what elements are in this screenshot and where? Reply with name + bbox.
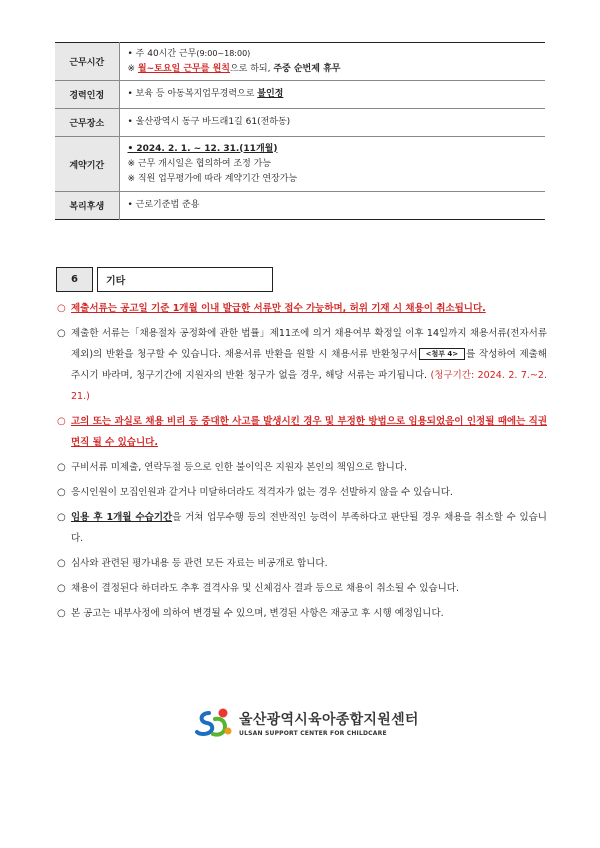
note-item: ○ 심사와 관련된 평가내용 등 관련 모든 자료는 비공개로 합니다. (57, 553, 547, 574)
center-logo-icon (195, 707, 233, 739)
center-logo (195, 707, 419, 739)
row-location (55, 109, 545, 137)
circle-bullet-icon: ○ (57, 512, 66, 523)
attachment-tag: <첨부 4> (419, 348, 466, 360)
note-item: ○ 구비서류 미제출, 연락두절 등으로 인한 불이익은 지원자 본인의 책임으로 합니다. (57, 457, 547, 478)
circle-bullet-icon: ○ (57, 303, 66, 314)
row-value: • 보육 등 아동복지업무경력으로 불인정 (119, 81, 545, 109)
circle-bullet-icon: ○ (57, 462, 66, 473)
conditions-table (55, 42, 545, 220)
row-value: • 울산광역시 동구 바드래1길 61(전하동) (119, 109, 545, 137)
claim-period: (청구기간: 2024. 2. 7.~2. 21.) (71, 370, 547, 402)
row-work-hours (55, 43, 545, 81)
row-career (55, 81, 545, 109)
row-label: 근무장소 (55, 109, 119, 137)
note-item: ○ 채용이 결정된다 하더라도 추후 결격사유 및 신체검사 결과 등으로 채용이 취소될 수 있습니다. (57, 578, 547, 599)
circle-bullet-icon: ○ (57, 558, 66, 569)
circle-bullet-icon: ○ (57, 583, 66, 594)
note-item: ○ 고의 또는 과실로 채용 비리 등 중대한 사고를 발생시킨 경우 및 부정한 방법으로 임용되었음이 인정될 때에는 직권면직 될 수 있습니다. (57, 411, 547, 453)
circle-bullet-icon: ○ (57, 487, 66, 498)
center-name: 울산광역시육아종합지원센터 (239, 712, 419, 728)
section-header (56, 267, 273, 292)
circle-bullet-icon: ○ (57, 608, 66, 619)
note-item: ○ 임용 후 1개월 수습기간을 거쳐 업무수행 등의 전반적인 능력이 부족하다고 판단될 경우 채용을 취소할 수 있습니다. (57, 507, 547, 549)
circle-bullet-icon: ○ (57, 328, 66, 339)
section-title: 기타 (97, 267, 273, 292)
note-item: ○ 본 공고는 내부사정에 의하여 변경될 수 있으며, 변경된 사항은 재공고 후 시행 예정입니다. (57, 603, 547, 624)
center-name-en: ULSAN SUPPORT CENTER FOR CHILDCARE (239, 730, 387, 737)
circle-bullet-icon: ○ (57, 416, 66, 427)
row-label: 근무시간 (55, 43, 119, 81)
row-label: 복리후생 (55, 192, 119, 220)
row-value: • 2024. 2. 1. ~ 12. 31.(11개월) ※ 근무 개시일은 협의하여 조정 가능 ※ 직원 업무평가에 따라 계약기간 연장가능 (119, 137, 545, 192)
note-item: ○ 제출서류는 공고일 기준 1개월 이내 발급한 서류만 접수 가능하며, 허위 기재 시 채용이 취소됩니다. (57, 298, 547, 319)
row-label: 계약기간 (55, 137, 119, 192)
note-item: ○ 응시인원이 모집인원과 같거나 미달하더라도 적격자가 없는 경우 선발하지 않을 수 있습니다. (57, 482, 547, 503)
row-welfare (55, 192, 545, 220)
row-value: • 주 40시간 근무(9:00~18:00) ※ 월~토요일 근무를 원칙으로 하되, 주중 순번제 휴무 (119, 43, 545, 81)
section-number: 6 (56, 267, 93, 292)
note-item: ○ 제출한 서류는「채용절차 공정화에 관한 법률」제11조에 의거 채용여부 확정일 이후 14일까지 채용서류(전자서류 제외)의 반환을 청구할 수 있습니다. 채용서류 반환을 원할 시 채용서류 반환청구서 <첨부 4> 를 작성하여 제출해주시기 바라며, 청구기간에 지원자의 반환 청구가 없을 경우, 해당 서류는 파기됩니다. (청구기간: 2024. 2. 7.~2. 21.) (57, 323, 547, 407)
row-label: 경력인정 (55, 81, 119, 109)
row-contract (55, 137, 545, 192)
notes-list (57, 298, 547, 628)
row-value: • 근로기준법 준용 (127, 200, 200, 210)
